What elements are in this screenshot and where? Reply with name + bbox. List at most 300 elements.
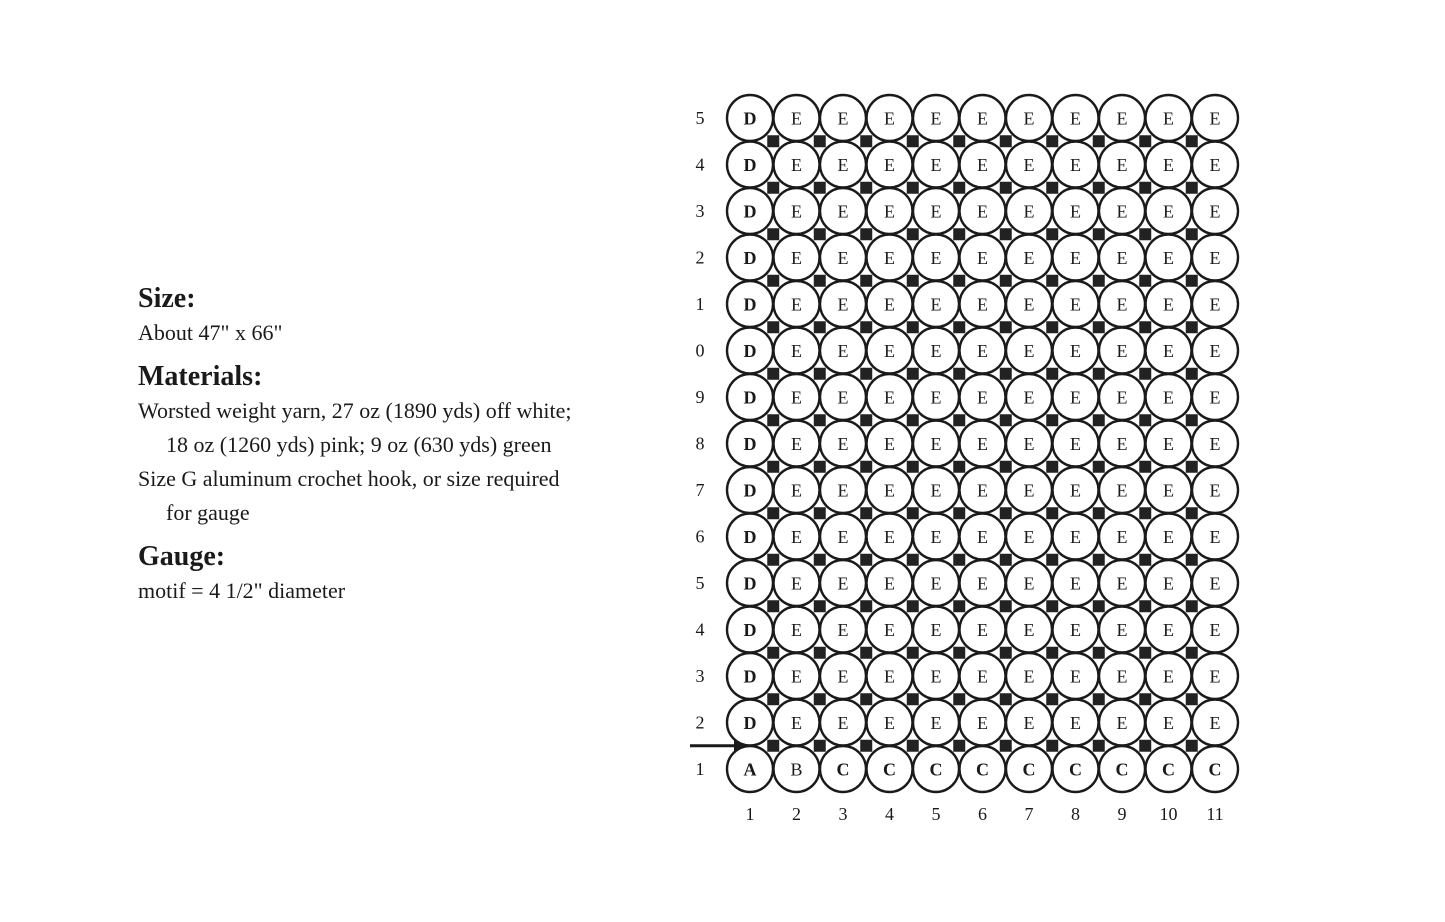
motif-letter: A bbox=[743, 759, 757, 780]
row-label: 4 bbox=[695, 154, 705, 175]
motif-letter: E bbox=[837, 527, 849, 547]
motif-joint bbox=[1186, 647, 1198, 659]
motif-letter: D bbox=[743, 527, 757, 547]
motif-joint bbox=[1046, 647, 1058, 659]
motif-joint bbox=[1093, 693, 1105, 705]
motif-letter: E bbox=[837, 248, 849, 268]
motif-joint bbox=[1046, 740, 1058, 752]
motif-joint bbox=[814, 647, 826, 659]
motif-letter: E bbox=[930, 666, 942, 687]
motif-joint bbox=[953, 321, 965, 333]
row-label: 0 bbox=[695, 340, 705, 361]
row-label: 5 bbox=[695, 573, 705, 593]
motif-joint bbox=[767, 600, 779, 612]
motif-letter: C bbox=[836, 759, 850, 780]
motif-joint bbox=[1046, 275, 1058, 287]
motif-letter: E bbox=[1023, 620, 1035, 640]
motif-letter: E bbox=[1070, 248, 1081, 268]
motif-joint bbox=[860, 321, 872, 333]
motif-letter: D bbox=[743, 341, 757, 361]
motif-joint bbox=[814, 507, 826, 519]
motif-joint bbox=[814, 368, 826, 380]
materials-line-2: 18 oz (1260 yds) pink; 9 oz (630 yds) green bbox=[166, 432, 552, 457]
motif-joint bbox=[814, 740, 826, 752]
motif-letter: E bbox=[930, 248, 942, 268]
motif-letter: E bbox=[837, 620, 849, 640]
motif-letter: E bbox=[884, 155, 895, 175]
column-label: 3 bbox=[838, 804, 848, 824]
motif-letter: E bbox=[1163, 666, 1174, 687]
motif-joint bbox=[953, 275, 965, 287]
motif-joint bbox=[1186, 554, 1198, 566]
motif-letter: E bbox=[1070, 294, 1081, 315]
motif-letter: E bbox=[837, 666, 849, 687]
motif-joint bbox=[860, 461, 872, 473]
motif-letter: E bbox=[884, 620, 895, 640]
motif-letter: E bbox=[791, 480, 802, 501]
motif-letter: E bbox=[930, 294, 942, 315]
motif-joint bbox=[860, 693, 872, 705]
column-label: 5 bbox=[931, 804, 941, 824]
motif-letter: E bbox=[1116, 713, 1128, 733]
motif-letter: E bbox=[930, 434, 942, 454]
motif-letter: E bbox=[977, 713, 988, 733]
motif-letter: E bbox=[977, 108, 988, 129]
motif-joint bbox=[1139, 507, 1151, 519]
motif-letter: D bbox=[743, 294, 757, 315]
motif-letter: E bbox=[1023, 155, 1035, 175]
motif-letter: E bbox=[1209, 248, 1221, 268]
motif-joint bbox=[1093, 321, 1105, 333]
row-label: 7 bbox=[695, 480, 705, 500]
column-label: 6 bbox=[978, 804, 987, 824]
motif-letter: E bbox=[1116, 480, 1128, 501]
row-label: 2 bbox=[695, 712, 705, 733]
motif-joint bbox=[860, 414, 872, 426]
motif-joint bbox=[907, 135, 919, 147]
motif-letter: E bbox=[884, 294, 895, 315]
motif-letter: E bbox=[1070, 155, 1081, 175]
motif-joint bbox=[814, 554, 826, 566]
motif-letter: E bbox=[1116, 294, 1128, 315]
motif-letter: E bbox=[1116, 341, 1128, 361]
motif-joint bbox=[1186, 275, 1198, 287]
motif-letter: B bbox=[790, 759, 803, 780]
motif-joint bbox=[1046, 414, 1058, 426]
pattern-info bbox=[138, 282, 678, 608]
motif-joint bbox=[860, 182, 872, 194]
motif-joint bbox=[1000, 554, 1012, 566]
motif-joint bbox=[814, 600, 826, 612]
motif-letter: D bbox=[743, 713, 757, 733]
motif-joint bbox=[767, 507, 779, 519]
motif-letter: E bbox=[1209, 201, 1221, 222]
motif-joint bbox=[1093, 135, 1105, 147]
motif-letter: E bbox=[930, 341, 942, 361]
motif-letter: E bbox=[930, 108, 942, 129]
motif-letter: E bbox=[1070, 713, 1081, 733]
motif-letter: E bbox=[884, 480, 895, 501]
motif-joint bbox=[814, 275, 826, 287]
motif-joint bbox=[1046, 600, 1058, 612]
motif-letter: E bbox=[1023, 248, 1035, 268]
motif-letter: E bbox=[1116, 527, 1128, 547]
motif-letter: E bbox=[1163, 108, 1174, 129]
motif-joint bbox=[1139, 182, 1151, 194]
motif-joint bbox=[1000, 414, 1012, 426]
motif-joint bbox=[1000, 740, 1012, 752]
motif-letter: E bbox=[837, 434, 849, 454]
motif-joint bbox=[953, 507, 965, 519]
motif-joint bbox=[953, 693, 965, 705]
motif-joint bbox=[860, 275, 872, 287]
motif-joint bbox=[1093, 275, 1105, 287]
motif-letter: E bbox=[837, 713, 849, 733]
motif-letter: E bbox=[884, 387, 895, 408]
motif-joint bbox=[1046, 507, 1058, 519]
motif-letter: E bbox=[1209, 480, 1221, 501]
motif-letter: E bbox=[884, 108, 895, 129]
motif-joint bbox=[907, 321, 919, 333]
motif-letter: E bbox=[1023, 294, 1035, 315]
row-label: 4 bbox=[695, 619, 705, 640]
motif-letter: E bbox=[791, 620, 802, 640]
motif-joint bbox=[907, 461, 919, 473]
motif-letter: E bbox=[977, 387, 988, 408]
motif-letter: E bbox=[977, 248, 988, 268]
motif-joint bbox=[1186, 693, 1198, 705]
motif-joint bbox=[814, 228, 826, 240]
motif-letter: E bbox=[1209, 620, 1221, 640]
motif-letter: E bbox=[1116, 666, 1128, 687]
motif-letter: E bbox=[1163, 201, 1174, 222]
motif-letter: D bbox=[743, 201, 757, 222]
motif-joint bbox=[1186, 135, 1198, 147]
motif-joint bbox=[1000, 461, 1012, 473]
motif-joint bbox=[1000, 507, 1012, 519]
motif-letter: E bbox=[1116, 434, 1128, 454]
motif-joint bbox=[907, 600, 919, 612]
motif-letter: E bbox=[1023, 573, 1035, 594]
motif-letter: E bbox=[977, 155, 988, 175]
motif-letter: E bbox=[791, 341, 802, 361]
motif-joint bbox=[907, 740, 919, 752]
motif-letter: E bbox=[1163, 480, 1174, 501]
motif-joint bbox=[1046, 368, 1058, 380]
motif-letter: D bbox=[743, 434, 757, 454]
row-label: 6 bbox=[695, 526, 705, 547]
motif-joint bbox=[767, 740, 779, 752]
motif-joint bbox=[953, 368, 965, 380]
motif-joint bbox=[907, 228, 919, 240]
motif-joint bbox=[767, 414, 779, 426]
motif-joint bbox=[767, 275, 779, 287]
motif-letter: E bbox=[977, 527, 988, 547]
motif-letter: E bbox=[884, 527, 895, 547]
motif-joint bbox=[907, 414, 919, 426]
motif-letter: E bbox=[1209, 573, 1221, 594]
motif-joint bbox=[953, 647, 965, 659]
motif-joint bbox=[1093, 182, 1105, 194]
motif-letter: D bbox=[743, 108, 757, 129]
motif-letter: E bbox=[791, 666, 802, 687]
motif-letter: E bbox=[1116, 155, 1128, 175]
motif-letter: E bbox=[884, 573, 895, 594]
motif-joint bbox=[1139, 554, 1151, 566]
motif-letter: E bbox=[1023, 341, 1035, 361]
motif-joint bbox=[1139, 368, 1151, 380]
motif-letter: C bbox=[883, 759, 896, 780]
motif-letter: D bbox=[743, 573, 757, 594]
motif-letter: E bbox=[1209, 341, 1221, 361]
motif-joint bbox=[1186, 600, 1198, 612]
motif-joint bbox=[767, 693, 779, 705]
motif-letter: E bbox=[1070, 573, 1081, 594]
motif-joint bbox=[1139, 647, 1151, 659]
motif-joint bbox=[1186, 740, 1198, 752]
motif-joint bbox=[1186, 228, 1198, 240]
motif-joint bbox=[1093, 554, 1105, 566]
row-label: 1 bbox=[695, 759, 705, 779]
motif-letter: C bbox=[976, 759, 989, 780]
motif-joint bbox=[1186, 507, 1198, 519]
motif-letter: E bbox=[977, 666, 988, 687]
motif-letter: E bbox=[837, 155, 849, 175]
motif-joint bbox=[907, 507, 919, 519]
motif-letter: D bbox=[743, 480, 757, 501]
row-label: 2 bbox=[695, 247, 705, 268]
motif-joint bbox=[907, 368, 919, 380]
motif-joint bbox=[1186, 368, 1198, 380]
motif-letter: C bbox=[1022, 759, 1036, 780]
motif-joint bbox=[767, 228, 779, 240]
motif-joint bbox=[1046, 321, 1058, 333]
column-label: 4 bbox=[885, 804, 894, 824]
motif-letter: E bbox=[1116, 620, 1128, 640]
row-label: 8 bbox=[695, 433, 705, 454]
size-value: About 47" x 66" bbox=[138, 320, 283, 345]
column-label: 11 bbox=[1206, 804, 1224, 824]
row-label: 5 bbox=[695, 108, 705, 128]
motif-joint bbox=[1186, 461, 1198, 473]
motif-letter: E bbox=[1116, 387, 1128, 408]
row-label: 3 bbox=[695, 201, 705, 221]
motif-letter: E bbox=[1023, 666, 1035, 687]
motif-letter: E bbox=[1163, 434, 1174, 454]
motif-letter: D bbox=[743, 248, 757, 268]
motif-joint bbox=[1046, 554, 1058, 566]
motif-letter: E bbox=[1023, 387, 1035, 408]
motif-letter: E bbox=[930, 387, 942, 408]
motif-letter: E bbox=[1070, 201, 1081, 222]
motif-letter: E bbox=[1163, 713, 1174, 733]
materials-line-4: for gauge bbox=[166, 500, 250, 525]
motif-letter: E bbox=[1070, 527, 1081, 547]
motif-joint bbox=[1000, 182, 1012, 194]
motif-joint bbox=[767, 182, 779, 194]
motif-letter: E bbox=[1163, 294, 1174, 315]
column-label: 10 bbox=[1159, 804, 1178, 824]
motif-letter: C bbox=[1115, 759, 1129, 780]
motif-letter: E bbox=[1209, 434, 1221, 454]
motif-joint bbox=[860, 647, 872, 659]
motif-letter: E bbox=[884, 341, 895, 361]
motif-joint bbox=[1000, 228, 1012, 240]
motif-joint bbox=[1000, 321, 1012, 333]
motif-letter: E bbox=[930, 201, 942, 222]
motif-joint bbox=[767, 554, 779, 566]
motif-joint bbox=[767, 368, 779, 380]
motif-joint bbox=[953, 461, 965, 473]
motif-letter: D bbox=[743, 387, 757, 408]
motif-grid-svg bbox=[660, 80, 1260, 850]
motif-letter: E bbox=[1163, 527, 1174, 547]
motif-joint bbox=[814, 135, 826, 147]
motif-letter: E bbox=[1116, 108, 1128, 129]
motif-letter: E bbox=[837, 201, 849, 222]
motif-letter: E bbox=[1023, 434, 1035, 454]
gauge-heading: Gauge: bbox=[138, 541, 226, 572]
motif-joint bbox=[1046, 135, 1058, 147]
row-label: 1 bbox=[695, 294, 705, 314]
motif-letter: E bbox=[1209, 713, 1221, 733]
motif-letter: E bbox=[837, 573, 849, 594]
motif-joint bbox=[1139, 740, 1151, 752]
motif-letter: E bbox=[884, 201, 895, 222]
motif-joint bbox=[953, 600, 965, 612]
motif-joint bbox=[1093, 461, 1105, 473]
motif-joint bbox=[1000, 275, 1012, 287]
motif-letter: C bbox=[1208, 759, 1222, 780]
motif-letter: E bbox=[1116, 573, 1128, 594]
motif-joint bbox=[1000, 693, 1012, 705]
motif-letter: E bbox=[1023, 201, 1035, 222]
motif-letter: D bbox=[743, 620, 757, 640]
motif-joint bbox=[953, 135, 965, 147]
motif-joint bbox=[860, 740, 872, 752]
motif-joint bbox=[1093, 414, 1105, 426]
motif-joint bbox=[860, 228, 872, 240]
motif-joint bbox=[907, 647, 919, 659]
motif-letter: E bbox=[1070, 434, 1081, 454]
motif-letter: E bbox=[1209, 294, 1221, 315]
motif-letter: E bbox=[791, 387, 802, 408]
motif-letter: E bbox=[930, 480, 942, 501]
motif-letter: E bbox=[791, 434, 802, 454]
motif-letter: E bbox=[1209, 108, 1221, 129]
motif-joint bbox=[767, 321, 779, 333]
row-label: 9 bbox=[695, 387, 705, 407]
size-heading: Size: bbox=[138, 283, 196, 314]
motif-joint bbox=[1046, 182, 1058, 194]
motif-joint bbox=[1139, 461, 1151, 473]
motif-letter: E bbox=[1070, 480, 1081, 501]
motif-letter: E bbox=[930, 155, 942, 175]
motif-joint bbox=[860, 507, 872, 519]
motif-letter: E bbox=[1209, 666, 1221, 687]
motif-joint bbox=[1046, 693, 1058, 705]
motif-joint bbox=[953, 554, 965, 566]
motif-letter: E bbox=[1070, 108, 1081, 129]
column-label: 7 bbox=[1024, 804, 1034, 824]
motif-letter: E bbox=[837, 341, 849, 361]
motif-letter: E bbox=[1209, 527, 1221, 547]
motif-letter: E bbox=[1116, 248, 1128, 268]
motif-joint bbox=[1186, 182, 1198, 194]
motif-letter: E bbox=[791, 108, 802, 129]
motif-letter: E bbox=[930, 573, 942, 594]
materials-line-1: Worsted weight yarn, 27 oz (1890 yds) off white; bbox=[138, 398, 572, 423]
motif-assembly-chart bbox=[660, 80, 1260, 850]
motif-joint bbox=[953, 182, 965, 194]
motif-letter: C bbox=[1069, 759, 1082, 780]
motif-letter: E bbox=[1070, 387, 1081, 408]
motif-joint bbox=[860, 554, 872, 566]
motif-letter: E bbox=[977, 620, 988, 640]
motif-letter: C bbox=[1162, 759, 1175, 780]
motif-letter: E bbox=[837, 108, 849, 129]
column-label: 8 bbox=[1071, 804, 1080, 824]
motif-joint bbox=[907, 693, 919, 705]
motif-joint bbox=[953, 414, 965, 426]
motif-letter: E bbox=[1023, 713, 1035, 733]
motif-joint bbox=[1139, 228, 1151, 240]
motif-joint bbox=[1046, 228, 1058, 240]
motif-joint bbox=[1093, 647, 1105, 659]
motif-joint bbox=[814, 414, 826, 426]
motif-letter: E bbox=[1116, 201, 1128, 222]
motif-letter: E bbox=[791, 155, 802, 175]
materials-heading: Materials: bbox=[138, 361, 263, 392]
motif-letter: E bbox=[1163, 620, 1174, 640]
motif-letter: E bbox=[977, 573, 988, 594]
motif-letter: E bbox=[1209, 155, 1221, 175]
motif-joint bbox=[1186, 414, 1198, 426]
motif-joint bbox=[767, 135, 779, 147]
materials-line-3: Size G aluminum crochet hook, or size required bbox=[138, 466, 560, 491]
motif-letter: E bbox=[1023, 108, 1035, 129]
motif-letter: E bbox=[930, 527, 942, 547]
motif-letter: D bbox=[743, 666, 757, 687]
motif-letter: E bbox=[977, 434, 988, 454]
motif-joint bbox=[1093, 600, 1105, 612]
motif-joint bbox=[767, 647, 779, 659]
motif-letter: D bbox=[743, 155, 757, 175]
motif-joint bbox=[1139, 693, 1151, 705]
motif-letter: E bbox=[977, 480, 988, 501]
motif-letter: E bbox=[1070, 620, 1081, 640]
motif-letter: E bbox=[1070, 666, 1081, 687]
motif-joint bbox=[860, 135, 872, 147]
motif-letter: E bbox=[791, 573, 802, 594]
motif-letter: E bbox=[837, 387, 849, 408]
motif-joint bbox=[860, 600, 872, 612]
motif-letter: E bbox=[884, 248, 895, 268]
motif-letter: E bbox=[884, 434, 895, 454]
motif-letter: E bbox=[1163, 248, 1174, 268]
motif-joint bbox=[1093, 507, 1105, 519]
motif-letter: E bbox=[791, 294, 802, 315]
motif-joint bbox=[1186, 321, 1198, 333]
motif-joint bbox=[814, 321, 826, 333]
motif-joint bbox=[907, 554, 919, 566]
motif-joint bbox=[1046, 461, 1058, 473]
motif-letter: E bbox=[930, 713, 942, 733]
motif-joint bbox=[1000, 368, 1012, 380]
motif-letter: E bbox=[1163, 387, 1174, 408]
motif-joint bbox=[814, 182, 826, 194]
motif-letter: E bbox=[1023, 480, 1035, 501]
